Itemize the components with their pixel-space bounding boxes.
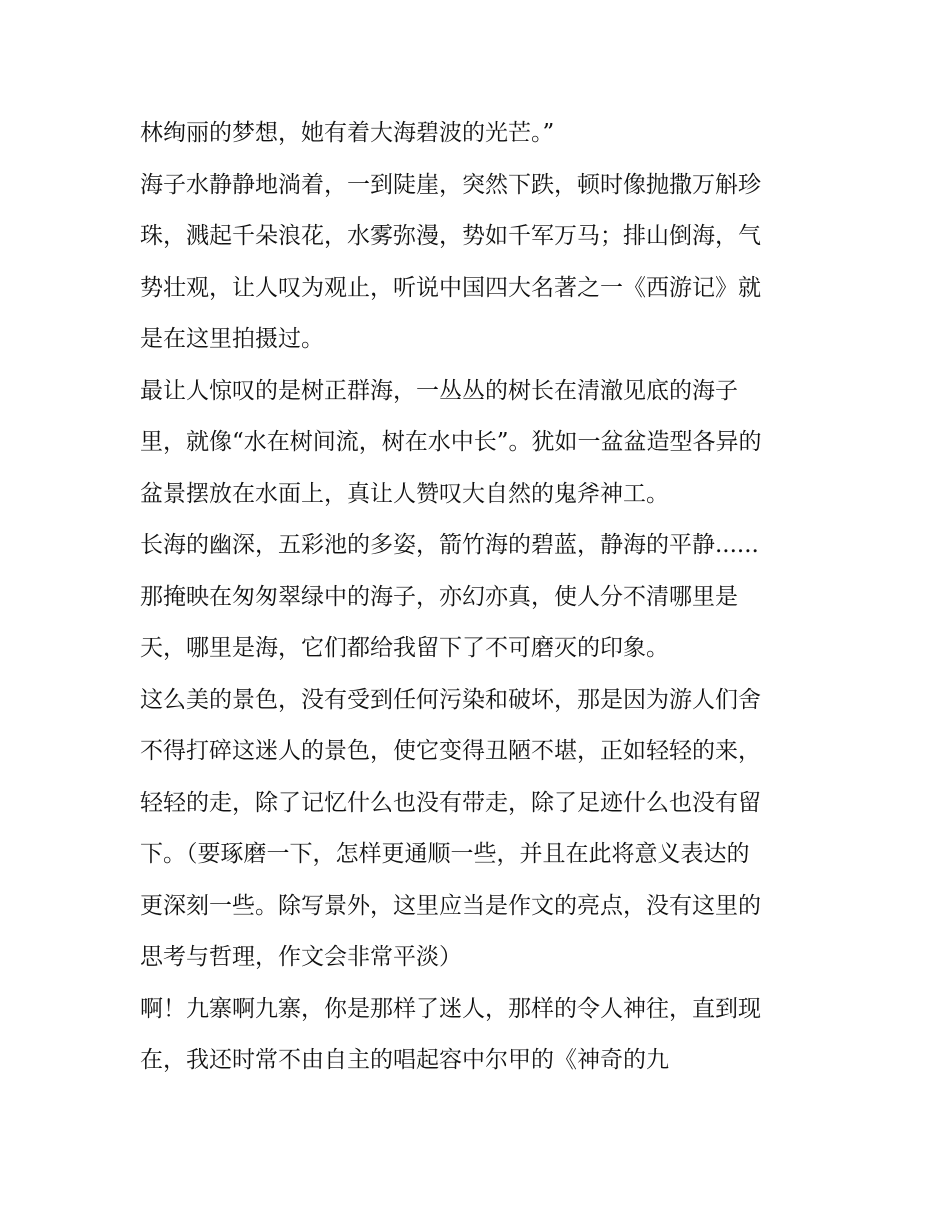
- text-line: 最让人惊叹的是树正群海，一丛丛的树长在清澈见底的海子: [140, 377, 738, 404]
- text-line: 更深刻一些。除写景外，这里应当是作文的亮点，没有这里的: [140, 892, 761, 919]
- text-line: 长海的幽深，五彩池的多姿，箭竹海的碧蓝，静海的平静......: [140, 532, 759, 558]
- text-line: 轻轻的走，除了记忆什么也没有带走，除了足迹什么也没有留: [140, 789, 761, 816]
- text-line: 里，就像“水在树间流，树在水中长”。犹如一盆盆造型各异的: [140, 429, 762, 455]
- text-line: 天，哪里是海，它们都给我留下了不可磨灭的印象。: [140, 635, 669, 661]
- text-line: 海子水静静地淌着，一到陡崖，突然下跌，顿时像抛撒万斛珍: [140, 171, 761, 198]
- text-line: 珠，溅起千朵浪花，水雾弥漫，势如千军万马；排山倒海，气: [140, 223, 761, 249]
- text-line: 下。（要琢磨一下，怎样更通顺一些，并且在此将意义表达的: [140, 841, 750, 867]
- text-line: 势壮观，让人叹为观止，听说中国四大名著之一《西游记》就: [140, 274, 761, 301]
- text-line: 思考与哲理，作文会非常平淡）: [140, 944, 462, 970]
- text-line: 是在这里拍摄过。: [140, 326, 324, 352]
- text-line: 在，我还时常不由自主的唱起容中尔甲的《神奇的九: [140, 1047, 669, 1073]
- text-line: 这么美的景色，没有受到任何污染和破坏，那是因为游人们舍: [140, 686, 761, 713]
- text-line: 林绚丽的梦想，她有着大海碧波的光芒。”: [140, 120, 555, 146]
- text-line: 不得打碎这迷人的景色，使它变得丑陋不堪，正如轻轻的来，: [140, 738, 761, 764]
- text-line: 那掩映在匆匆翠绿中的海子，亦幻亦真，使人分不清哪里是: [140, 583, 738, 610]
- text-line: 盆景摆放在水面上，真让人赞叹大自然的鬼斧神工。: [140, 480, 669, 507]
- essay-text: [140, 108, 820, 1087]
- text-line: 啊！九寨啊九寨，你是那样了迷人，那样的令人神往，直到现: [140, 995, 761, 1022]
